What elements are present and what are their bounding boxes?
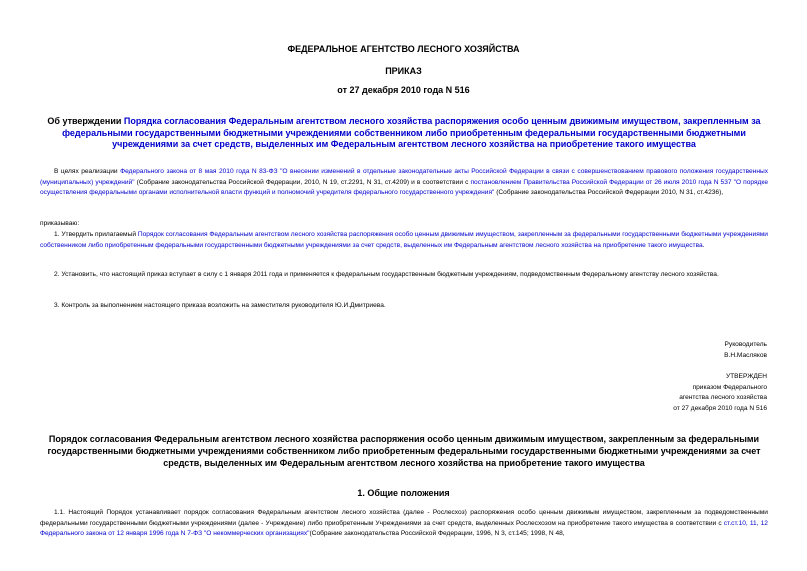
signature-name: В.Н.Масляков <box>724 351 767 359</box>
section-1-paragraph-1 <box>40 508 768 540</box>
approved-line-2: приказом Федерального <box>692 383 767 391</box>
item-1-paragraph <box>40 230 768 251</box>
government-decree-537-link[interactable]: постановлением Правительства Российской Федерации от 26 июля 2010 года N 537 "О порядке осуществления федеральными органами исполнительной власти функций и полномочий учредителя федерального государственного учреждения" <box>40 178 768 196</box>
procedure-title: Порядок согласования Федеральным агентством лесного хозяйства распоряжения особо ценным движимым имуществом, закрепленным за федеральными государственными бюджетными учреждениями собственником либо приобретенным федеральными государственными бюджетными учреждениями за счет средств, выделенных им Федеральным агентством лесного хозяйства на приобретение такого имущества <box>47 434 761 468</box>
approved-line-4: от 27 декабря 2010 года N 516 <box>673 404 767 412</box>
section-1-text-1: 1.1. Настоящий Порядок устанавливает порядок согласования Федеральным агентством лесного хозяйства (далее - Рослесхоз) распоряжения особо ценным движимым имуществом, закрепленным за подведомственными федеральными государственными бюджетными учреждениями (далее - Учреждение) либо приобретенным Учреждениями за счет средств, выделенных Рослесхозом на приобретение такого имущества в соответствии с <box>40 509 768 527</box>
preamble-text-3: (Собрание законодательства Российской Федерации 2010, N 31, ст.4236), <box>494 189 724 196</box>
federal-law-83-link[interactable]: Федерального закона от 8 мая 2010 года N 83-ФЗ "О внесении изменений в отдельные законодательные акты Российской Федерации в связи с совершенствованием правового положения государственных (муниципальных) учреждений" <box>40 168 769 186</box>
item-3-paragraph <box>40 301 768 312</box>
signature-position: Руководитель <box>724 341 767 348</box>
document-type: ПРИКАЗ <box>385 66 422 76</box>
preamble-paragraph <box>40 167 768 199</box>
item-2-text: 2. Установить, что настоящий приказ вступает в силу с 1 января 2011 года и применяется к федеральным государственным бюджетным учреждениям, подведомственным Федеральному агентству лесного хозяйства. <box>54 271 719 278</box>
approved-label: УТВЕРЖДЕН <box>725 373 767 380</box>
section-1-title: 1. Общие положения <box>357 488 450 498</box>
signature-block <box>724 340 767 361</box>
approval-block <box>673 372 767 414</box>
federal-law-7-link[interactable]: ст.ст.10, 11, 12 Федерального закона от 12 января 1996 года N 7-ФЗ "О некоммерческих организациях" <box>40 519 768 537</box>
document-date: от 27 декабря 2010 года N 516 <box>337 85 470 95</box>
preamble-text-1: В целях реализации <box>54 168 121 175</box>
approved-line-3: агентства лесного хозяйства <box>679 394 767 401</box>
procedure-link[interactable]: Порядок согласования Федеральным агентством лесного хозяйства распоряжения особо ценным движимым имуществом, закрепленным за федеральными государственными бюджетными учреждениями собственником либо приобретенным федеральными государственными бюджетными учреждениями за счет средств, выделенных им Федеральным агентством лесного хозяйства на приобретение такого имущества <box>40 231 768 249</box>
agency-name: ФЕДЕРАЛЬНОЕ АГЕНТСТВО ЛЕСНОГО ХОЗЯЙСТВА <box>287 44 520 54</box>
section-1-text-2: (Собрание законодательства Российской Федерации, 1996, N 3, ст.145; 1998, N 48, <box>309 530 565 537</box>
item-3-text: 3. Контроль за выполнением настоящего приказа возложить на заместителя руководителя Ю.И.Дмитриева. <box>54 302 386 309</box>
item-2-paragraph <box>40 270 768 281</box>
subject-link[interactable]: Порядка согласования Федеральным агентством лесного хозяйства распоряжения особо ценным движимым имуществом, закрепленным за федеральными государственными бюджетными учреждениями собственником либо приобретенным федеральными государственными бюджетными учреждениями за счет средств, выделенных им Федеральным агентством лесного хозяйства на приобретение такого имущества <box>62 116 761 149</box>
document-subject <box>44 116 764 151</box>
item-1-end: . <box>702 241 705 249</box>
preamble-text-2: (Собрание законодательства Российской Федерации, 2010, N 19, ст.2291, N 31, ст.4209) и в соответствии с <box>134 178 471 186</box>
order-word: приказываю: <box>40 220 80 227</box>
item-1-text: 1. Утвердить прилагаемый <box>54 231 138 238</box>
subject-prefix: Об утверждении <box>47 116 124 126</box>
